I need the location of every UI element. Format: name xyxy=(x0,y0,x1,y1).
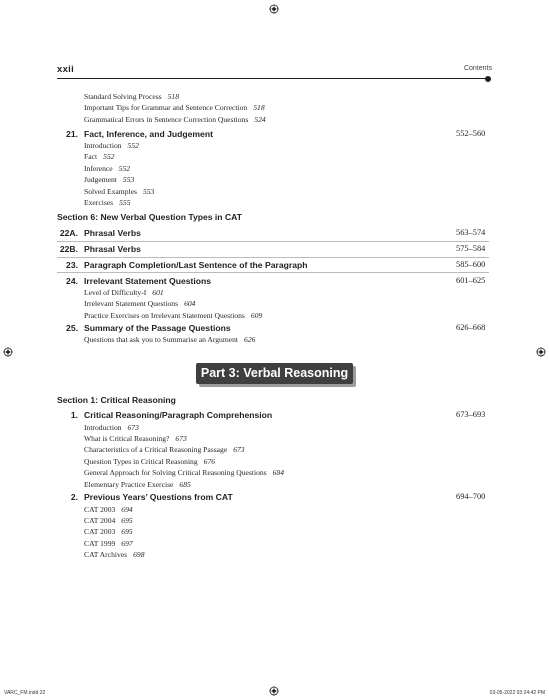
toc-subentry xyxy=(84,152,114,161)
toc-subentry-title: Introduction xyxy=(84,141,122,150)
toc-subentry-page: 685 xyxy=(179,479,191,489)
toc-subentry xyxy=(84,423,139,432)
toc-subentry-page: 697 xyxy=(121,538,133,548)
chapter-title: Phrasal Verbs xyxy=(84,228,141,238)
toc-subentry-title: Questions that ask you to Summarise an Argument xyxy=(84,335,239,344)
toc-subentry xyxy=(84,299,195,308)
toc-subentry-title: CAT 1999 xyxy=(84,538,116,548)
toc-subentry xyxy=(84,198,131,207)
header-rule-dot xyxy=(485,76,491,82)
chapter-page-range: 626–668 xyxy=(456,322,486,332)
toc-subentry-page: 698 xyxy=(133,550,145,560)
toc-subentry-page: 601 xyxy=(152,288,164,297)
toc-subentry xyxy=(84,445,245,454)
toc-subentry-page: 673 xyxy=(175,433,187,443)
toc-subentry xyxy=(84,335,255,344)
toc-subentry xyxy=(84,187,154,196)
chapter-title: Paragraph Completion/Last Sentence of the Paragraph xyxy=(84,259,308,270)
toc-subentry-title: CAT 2003 xyxy=(84,504,116,514)
toc-subentry-page: 552 xyxy=(127,141,139,150)
registration-mark-bottom xyxy=(269,686,279,696)
toc-subentry xyxy=(84,550,145,559)
toc-subentry xyxy=(84,468,284,477)
toc-subentry-title: CAT 2003 xyxy=(84,527,116,537)
toc-subentry-page: 673 xyxy=(127,422,139,432)
toc-subentry-page: 695 xyxy=(121,515,133,525)
toc-divider xyxy=(57,272,489,273)
part-3-banner: Part 3: Verbal Reasoning xyxy=(196,363,353,384)
chapter-title: Previous Years’ Questions from CAT xyxy=(84,492,233,502)
footer-file-name: VARC_FM.indd 22 xyxy=(4,690,46,696)
toc-subentry xyxy=(84,480,191,489)
toc-subentry-title: What is Critical Reasoning? xyxy=(84,433,170,443)
toc-subentry xyxy=(84,311,262,320)
chapter-page-range: 673–693 xyxy=(456,410,486,419)
registration-mark-left xyxy=(3,347,13,357)
toc-subentry-title: Standard Solving Process xyxy=(84,92,162,101)
chapter-number: 1. xyxy=(70,410,78,420)
chapter-title: Fact, Inference, and Judgement xyxy=(84,128,213,139)
toc-subentry-page: 684 xyxy=(272,468,285,478)
toc-subentry-title: General Approach for Solving Critical Reasoning Questions xyxy=(84,468,267,478)
toc-subentry-title: Practice Exercises on Irrelevant Statement Questions xyxy=(84,310,245,320)
page-number: xxii xyxy=(57,64,75,75)
toc-subentry-page: 552 xyxy=(103,152,115,162)
toc-subentry-page: 695 xyxy=(121,527,133,537)
chapter-page-range: 585–600 xyxy=(456,259,486,269)
toc-subentry xyxy=(84,141,139,150)
toc-subentry-title: Judgement xyxy=(84,175,117,185)
toc-subentry-title: Exercises xyxy=(84,198,114,207)
toc-subentry-page: 609 xyxy=(250,310,263,320)
chapter-page-range: 563–574 xyxy=(456,228,486,237)
toc-subentry-page: 694 xyxy=(121,504,133,514)
toc-subentry-title: Solved Examples xyxy=(84,186,137,196)
toc-subentry xyxy=(84,92,179,101)
chapter-number: 24. xyxy=(66,275,78,286)
toc-subentry xyxy=(84,516,133,525)
chapter-title: Phrasal Verbs xyxy=(84,243,141,254)
toc-subentry-title: CAT Archives xyxy=(84,550,128,560)
toc-divider xyxy=(57,241,489,242)
toc-subentry-title: Level of Difficulty-I xyxy=(84,288,147,297)
toc-subentry-title: Elementary Practice Exercise xyxy=(84,479,174,489)
toc-subentry-title: CAT 2004 xyxy=(84,515,116,525)
toc-subentry-title: Inference xyxy=(84,163,113,173)
toc-subentry xyxy=(84,505,133,514)
toc-subentry xyxy=(84,434,187,443)
chapter-title: Irrelevant Statement Questions xyxy=(84,275,212,286)
toc-subentry-page: 518 xyxy=(167,92,180,101)
toc-subentry-page: 552 xyxy=(118,163,131,173)
toc-subentry xyxy=(84,288,164,297)
registration-mark-top xyxy=(269,4,279,14)
toc-subentry-page: 626 xyxy=(244,335,256,344)
footer-timestamp: 03-05-2022 03:24:42 PM xyxy=(489,690,545,696)
chapter-number: 2. xyxy=(70,492,78,502)
toc-subentry-page: 518 xyxy=(253,103,265,113)
toc-subentry-page: 604 xyxy=(184,299,196,309)
toc-subentry-title: Irrelevant Statement Questions xyxy=(84,299,179,309)
chapter-title: Critical Reasoning/Paragraph Comprehension xyxy=(84,410,273,420)
toc-subentry xyxy=(84,527,133,536)
chapter-number: 22B. xyxy=(59,243,78,254)
toc-subentry-page: 553 xyxy=(142,186,155,196)
section-1-heading: Section 1: Critical Reasoning xyxy=(57,395,176,405)
chapter-number: 25. xyxy=(66,322,78,333)
chapter-page-range: 575–584 xyxy=(456,243,486,253)
toc-subentry-page: 524 xyxy=(254,114,266,124)
toc-subentry-page: 555 xyxy=(119,198,131,207)
chapter-page-range: 694–700 xyxy=(456,492,486,501)
toc-divider xyxy=(57,257,489,258)
toc-subentry-page: 553 xyxy=(122,175,135,185)
toc-subentry-title: Introduction xyxy=(84,422,122,432)
registration-mark-right xyxy=(536,347,546,357)
toc-subentry-title: Fact xyxy=(84,152,98,162)
chapter-title: Summary of the Passage Questions xyxy=(84,322,231,333)
header-rule xyxy=(57,78,489,79)
toc-subentry xyxy=(84,103,265,112)
toc-subentry-page: 676 xyxy=(203,456,216,466)
section-6-heading: Section 6: New Verbal Question Types in CAT xyxy=(57,212,242,222)
chapter-number: 21. xyxy=(66,128,78,139)
toc-subentry-title: Characteristics of a Critical Reasoning Passage xyxy=(84,445,228,455)
toc-subentry xyxy=(84,539,133,548)
chapter-number: 23. xyxy=(66,259,78,270)
chapter-page-range: 552–560 xyxy=(456,128,486,138)
toc-subentry xyxy=(84,115,266,124)
chapter-page-range: 601–625 xyxy=(456,275,486,285)
toc-subentry xyxy=(84,175,134,184)
running-title: Contents xyxy=(463,65,492,72)
toc-subentry-title: Question Types in Critical Reasoning xyxy=(84,456,198,466)
toc-subentry xyxy=(84,164,130,173)
toc-subentry xyxy=(84,457,215,466)
chapter-number: 22A. xyxy=(59,228,78,238)
toc-subentry-title: Grammatical Errors in Sentence Correction Questions xyxy=(84,114,249,124)
toc-subentry-page: 673 xyxy=(233,445,245,455)
toc-subentry-title: Important Tips for Grammar and Sentence Correction xyxy=(84,103,248,113)
